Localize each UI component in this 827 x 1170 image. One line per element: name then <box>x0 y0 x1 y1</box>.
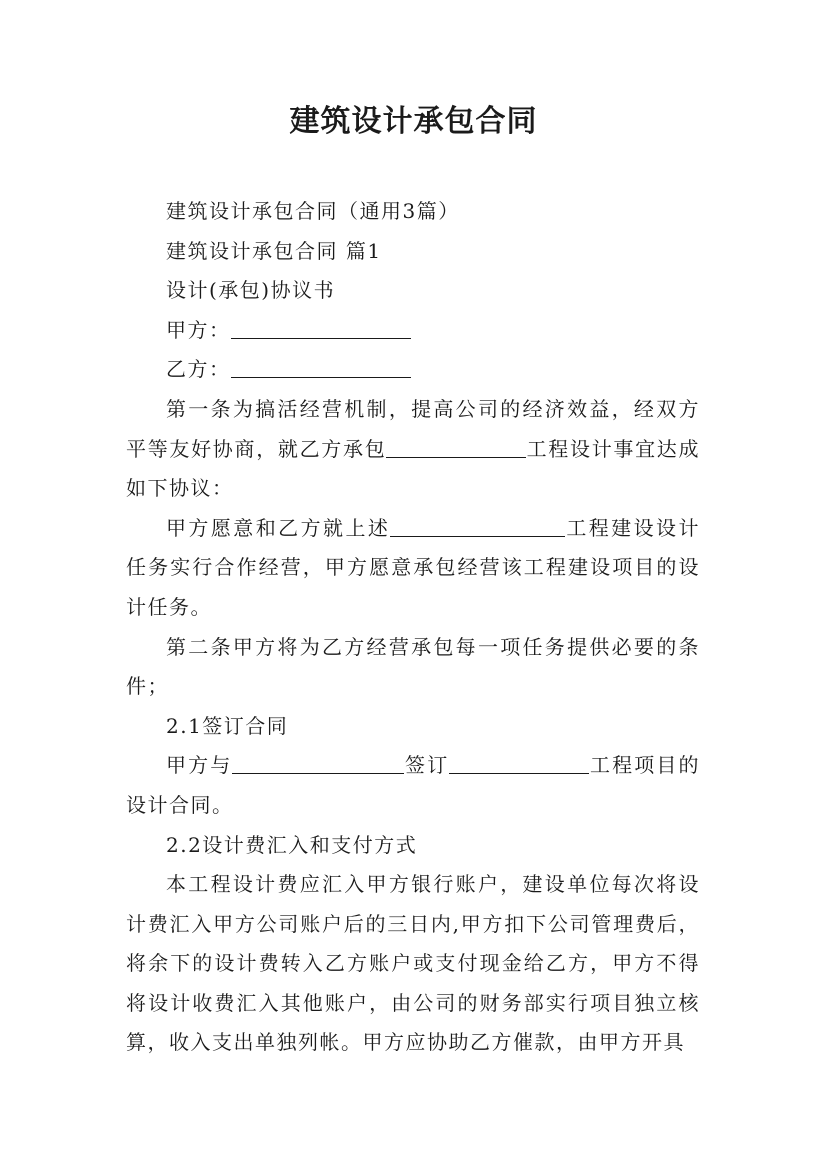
section-2-1-paragraph <box>126 746 700 825</box>
section-2-1-text-b: 签订 <box>404 753 450 778</box>
subtitle-text: 建筑设计承包合同（通用3篇） <box>166 199 460 223</box>
section-2-1-blank-1 <box>232 753 404 774</box>
article-1-paragraph <box>126 390 700 509</box>
section-2-2-text: 2.2设计费汇入和支付方式 <box>166 832 418 857</box>
section-2-1-heading <box>126 707 700 747</box>
section-2-1-text-a: 甲方与 <box>166 753 233 778</box>
section-2-2-heading <box>126 826 700 866</box>
agreement-title <box>126 271 700 311</box>
party-b-blank <box>231 357 411 378</box>
party-a-label: 甲方： <box>166 317 231 342</box>
section-2-1-blank-2 <box>449 753 589 774</box>
section-2-1-text: 2.1签订合同 <box>166 713 289 738</box>
article-2-text: 第二条甲方将为乙方经营承包每一项任务提供必要的条件； <box>126 634 700 699</box>
section-2-2-body: 本工程设计费应汇入甲方银行账户，建设单位每次将设计费汇入甲方公司账户后的三日内,甲方扣下公司管理费后，将余下的设计费转入乙方账户或支付现金给乙方，甲方不得将设计收费汇入其他账户，由公司的财务部实行项目独立核算，收入支出单独列帐。甲方应协助乙方催款，由甲方开具 <box>126 872 700 1055</box>
party-a-line <box>126 311 700 351</box>
section-2-2-paragraph <box>126 865 700 1063</box>
party-b-label: 乙方： <box>166 357 231 382</box>
paragraph-2-text-b: 工程建设设计任务实行合作经营，甲方愿意承包经营该工程建设项目的设计任务。 <box>126 515 700 619</box>
document-body <box>126 192 700 1063</box>
article-1-text-b: 工程设计事宜达成如下协议： <box>126 436 701 501</box>
party-a-blank <box>231 318 411 339</box>
part-heading <box>126 232 700 272</box>
part-heading-text: 建筑设计承包合同 篇1 <box>166 238 382 263</box>
subtitle-line <box>126 192 700 232</box>
agreement-title-text: 设计(承包)协议书 <box>166 278 336 303</box>
party-b-line <box>126 350 700 390</box>
paragraph-2 <box>126 509 700 628</box>
article-1-text-a: 第一条为搞活经营机制，提高公司的经济效益，经双方平等友好协商，就乙方承包 <box>126 396 700 461</box>
paragraph-2-text-a: 甲方愿意和乙方就上述 <box>166 515 391 540</box>
document-title: 建筑设计承包合同 <box>289 104 538 139</box>
paragraph-2-blank <box>390 516 565 537</box>
article-2-paragraph <box>126 628 700 707</box>
article-1-blank <box>386 437 526 458</box>
section-2-1-text-c: 工程项目的设计合同。 <box>126 753 701 817</box>
